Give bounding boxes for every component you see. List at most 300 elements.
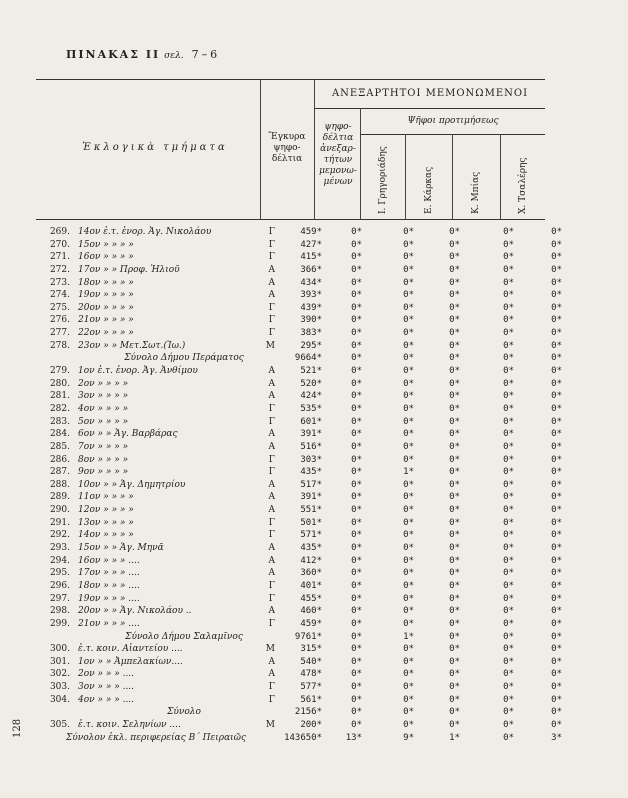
section-name: ἐ.τ. κοιν. Σεληνίων .... xyxy=(78,719,181,730)
votes-tsaleris: 0* xyxy=(551,353,562,364)
votes-grigoriadis: 0* xyxy=(403,580,414,591)
section-name: 16ον » » » » xyxy=(78,252,134,263)
valid-ballots: 439* xyxy=(300,302,322,313)
table-top-rule xyxy=(36,79,545,80)
section-class: Γ xyxy=(268,252,275,263)
independents-header: ΑΝΕΞΑΡΤΗΤΟΙ ΜΕΜΟΝΩΜΕΝΟΙ xyxy=(331,88,529,99)
section-name: 20ον » » » » xyxy=(78,302,134,313)
section-class: Α xyxy=(268,505,275,516)
votes-karkas: 0* xyxy=(449,441,460,452)
section-class: Α xyxy=(268,669,275,680)
votes-karkas: 0* xyxy=(449,416,460,427)
votes-karkas: 0* xyxy=(449,479,460,490)
section-class: Γ xyxy=(268,302,275,313)
votes-karkas: 0* xyxy=(449,328,460,339)
valid-ballots: 459* xyxy=(300,227,322,237)
section-class: Α xyxy=(268,378,275,389)
section-name: 20ον » » Ἁγ. Νικολάου .. xyxy=(78,606,192,617)
total-row xyxy=(36,706,562,719)
section-name: 3ον » » » .... xyxy=(78,682,135,693)
votes-grigoriadis: 0* xyxy=(403,454,414,465)
section-name: 15ον » » » » xyxy=(78,239,134,250)
independent-ballots: 0* xyxy=(351,580,362,591)
section-number: 294. xyxy=(49,555,70,566)
votes-bias: 0* xyxy=(503,403,514,414)
section-number: 270. xyxy=(49,239,70,250)
section-name: 1ον ἐ.τ. ἐνορ. Ἁγ. Ἀνθίμου xyxy=(78,366,198,377)
table-title: ΠΙΝΑΚΑΣ ΙΙ xyxy=(66,48,161,61)
votes-karkas: 0* xyxy=(449,429,460,440)
votes-grigoriadis: 0* xyxy=(403,694,414,705)
votes-bias: 0* xyxy=(503,391,514,402)
valid-ballots: 391* xyxy=(300,492,322,503)
section-class: Μ xyxy=(265,340,275,351)
votes-karkas: 0* xyxy=(449,340,460,351)
votes-karkas: 0* xyxy=(449,593,460,604)
votes-tsaleris: 0* xyxy=(551,543,562,554)
group-rule xyxy=(314,108,545,109)
independent-ballots: 0* xyxy=(351,302,362,313)
votes-tsaleris: 0* xyxy=(551,719,562,730)
votes-tsaleris: 0* xyxy=(551,505,562,516)
section-name: 3ον » » » » xyxy=(78,391,129,402)
section-class: Γ xyxy=(268,227,275,237)
valid-ballots: 390* xyxy=(300,315,322,326)
votes-tsaleris: 0* xyxy=(551,467,562,478)
section-class: Α xyxy=(268,543,275,554)
votes-karkas: 0* xyxy=(449,618,460,629)
page-number: 128 xyxy=(12,718,23,738)
section-number: 280. xyxy=(49,378,70,389)
votes-bias: 0* xyxy=(503,441,514,452)
table-row xyxy=(36,403,562,416)
section-number: 277. xyxy=(49,328,70,339)
valid-ballots: 601* xyxy=(300,416,322,427)
valid-ballots: 9664* xyxy=(294,353,322,364)
col-divider xyxy=(452,134,453,220)
votes-grigoriadis: 0* xyxy=(403,530,414,541)
votes-karkas: 0* xyxy=(449,530,460,541)
votes-bias: 0* xyxy=(503,682,514,693)
section-class: Α xyxy=(268,606,275,617)
section-name: 2ον » » » .... xyxy=(78,669,135,680)
table-row xyxy=(36,719,562,732)
section-number: 281. xyxy=(49,391,70,402)
votes-grigoriadis: 0* xyxy=(403,403,414,414)
votes-tsaleris: 0* xyxy=(551,694,562,705)
section-name: 9ον » » » » xyxy=(78,467,129,478)
independent-ballots: 0* xyxy=(351,366,362,377)
valid-ballots: 200* xyxy=(300,719,322,730)
valid-ballots: 571* xyxy=(300,530,322,541)
table-row xyxy=(36,593,562,606)
votes-tsaleris: 0* xyxy=(551,644,562,655)
votes-karkas: 0* xyxy=(449,252,460,263)
votes-grigoriadis: 0* xyxy=(403,441,414,452)
section-name: 4ον » » » » xyxy=(78,403,129,414)
votes-bias: 0* xyxy=(503,555,514,566)
table-row xyxy=(36,580,562,593)
votes-tsaleris: 0* xyxy=(551,682,562,693)
independent-ballots: 0* xyxy=(351,264,362,275)
section-number: 304. xyxy=(49,694,70,705)
section-name: 2ον » » » » xyxy=(78,378,129,389)
votes-grigoriadis: 0* xyxy=(403,543,414,554)
valid-ballots: 435* xyxy=(300,467,322,478)
section-number: 303. xyxy=(49,682,70,693)
votes-karkas: 0* xyxy=(449,719,460,730)
votes-grigoriadis: 0* xyxy=(403,669,414,680)
page-range: 7–6 xyxy=(191,48,221,61)
section-class: Γ xyxy=(268,593,275,604)
section-name: 6ον » » Ἁγ. Βαρβάρας xyxy=(78,429,178,440)
votes-bias: 0* xyxy=(503,644,514,655)
table-row xyxy=(36,668,562,681)
page-header xyxy=(66,48,220,61)
votes-tsaleris: 0* xyxy=(551,593,562,604)
votes-karkas: 0* xyxy=(449,454,460,465)
section-number: 285. xyxy=(49,441,70,452)
section-name: 21ον » » » .... xyxy=(78,618,140,629)
independent-ballots: 0* xyxy=(351,252,362,263)
votes-karkas: 0* xyxy=(449,517,460,528)
votes-grigoriadis: 0* xyxy=(403,366,414,377)
votes-bias: 0* xyxy=(503,606,514,617)
section-name: Σύνολο xyxy=(167,707,201,718)
independent-ballots: 0* xyxy=(351,593,362,604)
votes-karkas: 0* xyxy=(449,227,460,237)
independent-ballots: 0* xyxy=(351,239,362,250)
section-class: Α xyxy=(268,492,275,503)
votes-tsaleris: 0* xyxy=(551,618,562,629)
votes-karkas: 0* xyxy=(449,302,460,313)
votes-tsaleris: 3* xyxy=(551,732,562,743)
votes-grigoriadis: 0* xyxy=(403,302,414,313)
section-class: Α xyxy=(268,277,275,288)
section-name: 18ον » » » » xyxy=(78,277,134,288)
table-row xyxy=(36,504,562,517)
votes-bias: 0* xyxy=(503,492,514,503)
valid-ballots: 412* xyxy=(300,555,322,566)
votes-grigoriadis: 0* xyxy=(403,239,414,250)
section-number: 269. xyxy=(49,227,70,237)
section-name: 19ον » » » » xyxy=(78,290,134,301)
sections-header: Ἐκλογικὰ τμήματα xyxy=(82,142,228,153)
valid-ballots: 424* xyxy=(300,391,322,402)
section-name: Σύνολον ἐκλ. περιφερείας Β΄ Πειραιῶς xyxy=(65,732,247,743)
votes-karkas: 1* xyxy=(449,732,460,743)
valid-ballots: 520* xyxy=(300,378,322,389)
section-number: 279. xyxy=(49,366,70,377)
votes-tsaleris: 0* xyxy=(551,479,562,490)
votes-tsaleris: 0* xyxy=(551,239,562,250)
section-number: 289. xyxy=(49,492,70,503)
independent-ballots: 0* xyxy=(351,505,362,516)
section-name: 19ον » » » .... xyxy=(78,593,140,604)
valid-ballots: 391* xyxy=(300,429,322,440)
section-number: 274. xyxy=(49,290,70,301)
votes-grigoriadis: 0* xyxy=(403,505,414,516)
votes-karkas: 0* xyxy=(449,606,460,617)
votes-tsaleris: 0* xyxy=(551,555,562,566)
section-name: 15ον » » Ἁγ. Μηνᾶ xyxy=(78,543,164,554)
votes-bias: 0* xyxy=(503,669,514,680)
section-class: Α xyxy=(268,441,275,452)
independent-ballots: 0* xyxy=(351,429,362,440)
votes-tsaleris: 0* xyxy=(551,290,562,301)
col-divider xyxy=(405,134,406,220)
valid-ballots: 303* xyxy=(300,454,322,465)
section-class: Μ xyxy=(265,644,275,655)
table-row xyxy=(36,517,562,530)
valid-ballots: 295* xyxy=(300,340,322,351)
votes-tsaleris: 0* xyxy=(551,366,562,377)
independent-ballots: 0* xyxy=(351,543,362,554)
section-name: 18ον » » » .... xyxy=(78,580,140,591)
table-row xyxy=(36,378,562,391)
table-row xyxy=(36,618,562,631)
votes-bias: 0* xyxy=(503,252,514,263)
independent-ballots: 0* xyxy=(351,682,362,693)
valid-ballots: 366* xyxy=(300,264,322,275)
valid-ballots: 315* xyxy=(300,644,322,655)
votes-bias: 0* xyxy=(503,568,514,579)
votes-bias: 0* xyxy=(503,264,514,275)
table-row xyxy=(36,491,562,504)
votes-karkas: 0* xyxy=(449,631,460,642)
section-number: 276. xyxy=(49,315,70,326)
section-number: 284. xyxy=(49,429,70,440)
votes-karkas: 0* xyxy=(449,264,460,275)
section-class: Γ xyxy=(268,517,275,528)
votes-grigoriadis: 1* xyxy=(403,631,414,642)
votes-bias: 0* xyxy=(503,656,514,667)
section-class: Γ xyxy=(268,239,275,250)
independent-ballots: 0* xyxy=(351,378,362,389)
independent-ballots: 0* xyxy=(351,227,362,237)
votes-karkas: 0* xyxy=(449,391,460,402)
votes-grigoriadis: 0* xyxy=(403,555,414,566)
votes-grigoriadis: 9* xyxy=(403,732,414,743)
votes-grigoriadis: 0* xyxy=(403,644,414,655)
votes-tsaleris: 0* xyxy=(551,264,562,275)
table-row xyxy=(36,479,562,492)
votes-tsaleris: 0* xyxy=(551,340,562,351)
independent-ballots: 0* xyxy=(351,606,362,617)
table-row xyxy=(36,251,562,264)
votes-karkas: 0* xyxy=(449,505,460,516)
votes-karkas: 0* xyxy=(449,682,460,693)
independent-ballots: 0* xyxy=(351,555,362,566)
table-body xyxy=(36,226,562,744)
ind-ballots-header: ψηφο-δέλτια ἀνεξαρ-τήτων μεμονω-μένων xyxy=(319,122,357,187)
votes-tsaleris: 0* xyxy=(551,707,562,718)
candidate-header-4: Χ. Τσαλέρης xyxy=(518,157,528,214)
votes-bias: 0* xyxy=(503,618,514,629)
votes-karkas: 0* xyxy=(449,353,460,364)
votes-grigoriadis: 0* xyxy=(403,517,414,528)
section-class: Γ xyxy=(268,618,275,629)
candidate-header-2: Ε. Κάρκας xyxy=(424,166,434,214)
table-row xyxy=(36,327,562,340)
votes-tsaleris: 0* xyxy=(551,517,562,528)
votes-tsaleris: 0* xyxy=(551,580,562,591)
valid-ballots: 501* xyxy=(300,517,322,528)
valid-ballots: 427* xyxy=(300,239,322,250)
section-class: Α xyxy=(268,568,275,579)
votes-grigoriadis: 0* xyxy=(403,479,414,490)
col-divider xyxy=(500,134,501,220)
votes-bias: 0* xyxy=(503,719,514,730)
section-number: 298. xyxy=(49,606,70,617)
independent-ballots: 0* xyxy=(351,530,362,541)
independent-ballots: 0* xyxy=(351,707,362,718)
votes-bias: 0* xyxy=(503,517,514,528)
section-number: 299. xyxy=(49,618,70,629)
independent-ballots: 0* xyxy=(351,441,362,452)
section-number: 272. xyxy=(49,264,70,275)
independent-ballots: 0* xyxy=(351,694,362,705)
votes-grigoriadis: 0* xyxy=(403,656,414,667)
section-name: 23ον » » Μετ.Σωτ.(Ἰω.) xyxy=(78,340,186,351)
table-row xyxy=(36,390,562,403)
votes-grigoriadis: 0* xyxy=(403,290,414,301)
section-number: 293. xyxy=(49,543,70,554)
votes-karkas: 0* xyxy=(449,366,460,377)
section-name: 14ον » » » » xyxy=(78,530,134,541)
votes-grigoriadis: 0* xyxy=(403,606,414,617)
section-class: Γ xyxy=(268,530,275,541)
independent-ballots: 0* xyxy=(351,315,362,326)
table-row xyxy=(36,643,562,656)
votes-karkas: 0* xyxy=(449,694,460,705)
section-number: 302. xyxy=(49,669,70,680)
votes-tsaleris: 0* xyxy=(551,441,562,452)
votes-bias: 0* xyxy=(503,378,514,389)
table-row xyxy=(36,441,562,454)
votes-bias: 0* xyxy=(503,593,514,604)
section-class: Γ xyxy=(268,328,275,339)
table-row xyxy=(36,289,562,302)
votes-grigoriadis: 0* xyxy=(403,429,414,440)
votes-karkas: 0* xyxy=(449,492,460,503)
independent-ballots: 13* xyxy=(345,732,362,743)
votes-bias: 0* xyxy=(503,239,514,250)
independent-ballots: 0* xyxy=(351,328,362,339)
section-class: Α xyxy=(268,429,275,440)
section-number: 288. xyxy=(49,479,70,490)
votes-bias: 0* xyxy=(503,277,514,288)
votes-grigoriadis: 0* xyxy=(403,618,414,629)
independent-ballots: 0* xyxy=(351,403,362,414)
votes-grigoriadis: 0* xyxy=(403,416,414,427)
independent-ballots: 0* xyxy=(351,391,362,402)
section-class: Α xyxy=(268,555,275,566)
section-name: 7ον » » » » xyxy=(78,441,129,452)
votes-grigoriadis: 0* xyxy=(403,315,414,326)
candidate-header-3: Κ. Μπίας xyxy=(471,171,481,214)
votes-tsaleris: 0* xyxy=(551,492,562,503)
col-divider xyxy=(360,108,361,220)
section-name: ἐ.τ. κοιν. Αἰαντείου .... xyxy=(78,644,183,655)
votes-bias: 0* xyxy=(503,290,514,301)
votes-tsaleris: 0* xyxy=(551,454,562,465)
valid-ballots: 9761* xyxy=(294,631,322,642)
section-number: 295. xyxy=(49,568,70,579)
votes-tsaleris: 0* xyxy=(551,606,562,617)
votes-grigoriadis: 0* xyxy=(403,378,414,389)
independent-ballots: 0* xyxy=(351,467,362,478)
independent-ballots: 0* xyxy=(351,416,362,427)
votes-karkas: 0* xyxy=(449,656,460,667)
votes-bias: 0* xyxy=(503,467,514,478)
votes-karkas: 0* xyxy=(449,467,460,478)
section-class: Γ xyxy=(268,403,275,414)
valid-ballots: 415* xyxy=(300,252,322,263)
votes-tsaleris: 0* xyxy=(551,568,562,579)
votes-bias: 0* xyxy=(503,340,514,351)
independent-ballots: 0* xyxy=(351,340,362,351)
votes-grigoriadis: 0* xyxy=(403,277,414,288)
section-name: 22ον » » » » xyxy=(78,328,134,339)
section-class: Γ xyxy=(268,416,275,427)
votes-grigoriadis: 0* xyxy=(403,264,414,275)
section-class: Α xyxy=(268,391,275,402)
votes-tsaleris: 0* xyxy=(551,302,562,313)
votes-karkas: 0* xyxy=(449,239,460,250)
votes-karkas: 0* xyxy=(449,277,460,288)
votes-karkas: 0* xyxy=(449,568,460,579)
section-name: 16ον » » » .... xyxy=(78,555,140,566)
independent-ballots: 0* xyxy=(351,618,362,629)
votes-bias: 0* xyxy=(503,732,514,743)
table-row xyxy=(36,314,562,327)
valid-ballots: 143650* xyxy=(284,732,322,743)
section-number: 283. xyxy=(49,416,70,427)
section-name: 17ον » » Προφ. Ἠλιοῦ xyxy=(78,264,180,275)
section-number: 273. xyxy=(49,277,70,288)
votes-bias: 0* xyxy=(503,454,514,465)
votes-tsaleris: 0* xyxy=(551,315,562,326)
valid-ballots: 551* xyxy=(300,505,322,516)
section-class: Α xyxy=(268,264,275,275)
col-divider xyxy=(260,80,261,220)
section-name: 10ον » » Ἁγ. Δημητρίου xyxy=(78,479,186,490)
section-number: 296. xyxy=(49,580,70,591)
section-number: 301. xyxy=(49,656,70,667)
votes-karkas: 0* xyxy=(449,707,460,718)
table-row xyxy=(36,340,562,353)
section-name: 12ον » » » » xyxy=(78,505,134,516)
votes-bias: 0* xyxy=(503,416,514,427)
section-name: 5ον » » » » xyxy=(78,416,129,427)
section-class: Γ xyxy=(268,467,275,478)
section-class: Γ xyxy=(268,580,275,591)
section-number: 287. xyxy=(49,467,70,478)
votes-bias: 0* xyxy=(503,366,514,377)
valid-ballots: 540* xyxy=(300,656,322,667)
section-name: Σύνολο Δήμου Περάματος xyxy=(124,353,244,364)
independent-ballots: 0* xyxy=(351,517,362,528)
votes-tsaleris: 0* xyxy=(551,227,562,237)
votes-grigoriadis: 0* xyxy=(403,707,414,718)
table-row xyxy=(36,567,562,580)
votes-grigoriadis: 0* xyxy=(403,328,414,339)
votes-tsaleris: 0* xyxy=(551,669,562,680)
votes-bias: 0* xyxy=(503,694,514,705)
independent-ballots: 0* xyxy=(351,277,362,288)
valid-ballots: 434* xyxy=(300,277,322,288)
